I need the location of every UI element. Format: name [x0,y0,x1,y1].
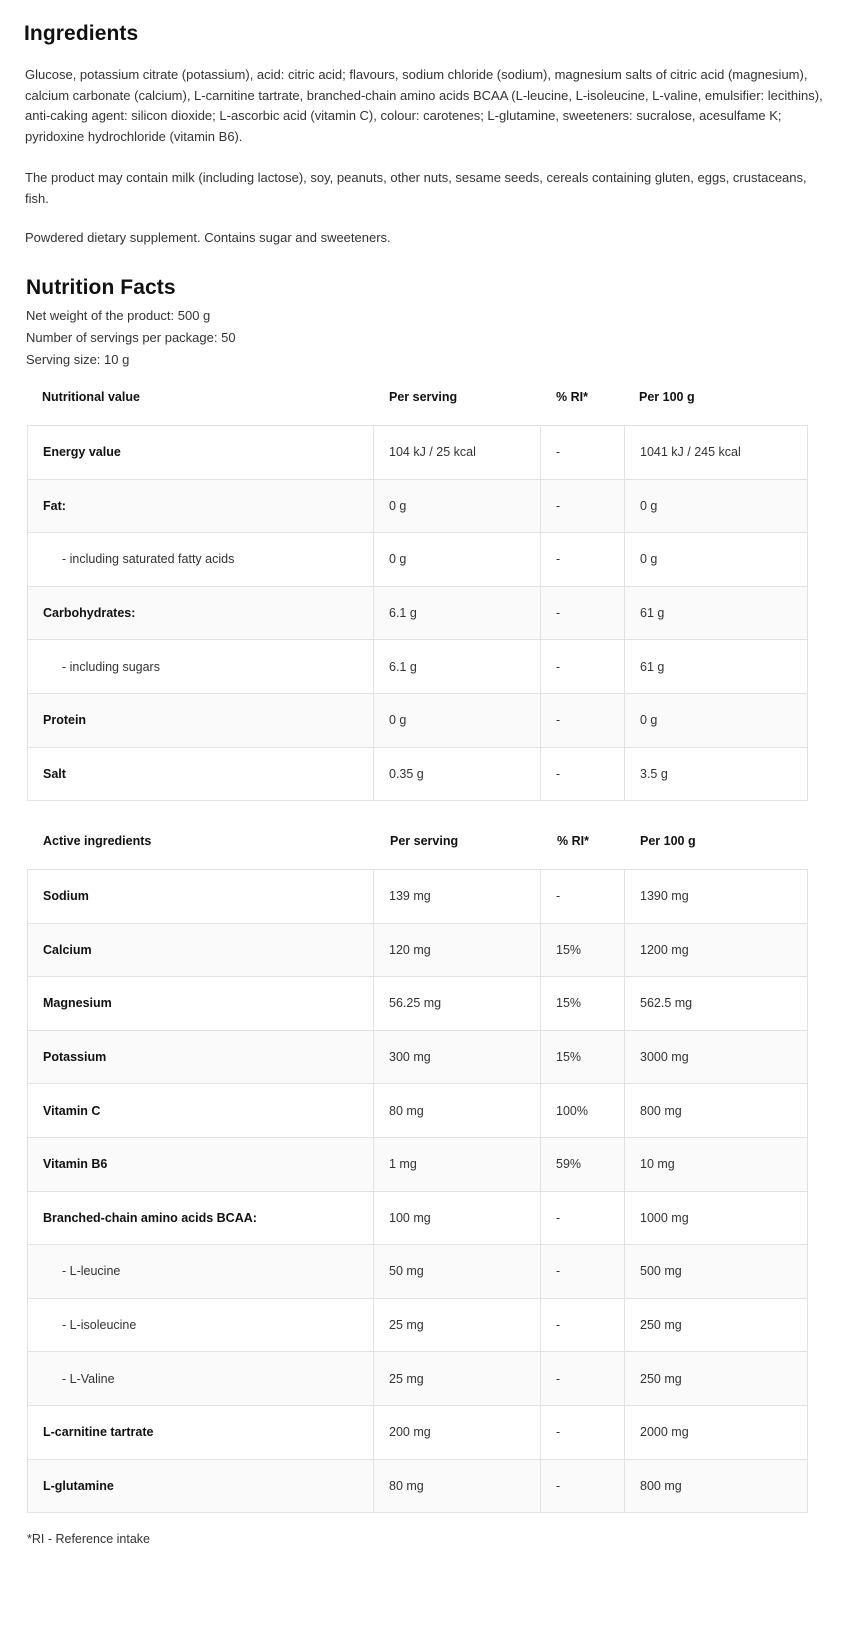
table-row [28,693,808,747]
cell-name: Magnesium [28,977,374,1031]
cell-per-100g: 500 mg [625,1245,808,1299]
cell-per-100g: 0 g [625,479,808,533]
cell-per-100g: 61 g [625,640,808,694]
table-row [28,977,808,1031]
ingredients-text: Glucose, potassium citrate (potassium), acid: citric acid; flavours, sodium chloride (sodium), magnesium salts of citric acid (magnesium), calcium carbonate (calcium), L-carnitine tartrate, branched-chain amino acids BCAA (L-leucine, L-isoleucine, L-valine, emulsifier: lecithins), anti-caking agent: silicon dioxide; L-ascorbic acid (vitamin C), colour: carotenes; L-glutamine, sweeteners: sucralose, acesulfame K; pyridoxine hydrochloride (vitamin B6). [25,67,823,144]
cell-per-serving: 80 mg [374,1459,541,1513]
table-row [28,1191,808,1245]
table-row [28,1459,808,1513]
supplement-note: Powdered dietary supplement. Contains sugar and sweeteners. [25,230,391,245]
table-row [28,1352,808,1406]
cell-name: L-glutamine [28,1459,374,1513]
cell-ri: - [541,870,625,924]
serving-size: Serving size: 10 g [26,352,130,367]
cell-per-serving: 6.1 g [374,586,541,640]
nutrition-table [27,425,808,801]
table-row [28,479,808,533]
header-ri: % RI* [556,390,588,404]
cell-ri: - [541,640,625,694]
ingredients-title: Ingredients [24,22,139,45]
table-row [28,1298,808,1352]
cell-name: Energy value [28,426,374,480]
cell-name: - L-Valine [28,1352,374,1406]
table-row [28,1245,808,1299]
ri-footnote: *RI - Reference intake [27,1532,150,1546]
header-per-serving: Per serving [390,834,459,848]
table-row [28,1405,808,1459]
cell-per-100g: 250 mg [625,1352,808,1406]
cell-per-100g: 0 g [625,693,808,747]
header-per-100g: Per 100 g [640,834,696,848]
cell-ri: - [541,747,625,801]
cell-ri: - [541,1298,625,1352]
table-row [28,640,808,694]
cell-name: Fat: [28,479,374,533]
table-row [28,1030,808,1084]
servings-per-package: Number of servings per package: 50 [26,330,236,345]
cell-per-serving: 120 mg [374,923,541,977]
table-row [28,586,808,640]
cell-name: Vitamin B6 [28,1137,374,1191]
cell-name: Protein [28,693,374,747]
cell-per-serving: 200 mg [374,1405,541,1459]
cell-name: - including sugars [28,640,374,694]
cell-per-serving: 0 g [374,479,541,533]
cell-name: - L-leucine [28,1245,374,1299]
cell-ri: 59% [541,1137,625,1191]
cell-name: Carbohydrates: [28,586,374,640]
cell-ri: - [541,426,625,480]
cell-per-serving: 80 mg [374,1084,541,1138]
cell-name: - including saturated fatty acids [28,533,374,587]
cell-per-serving: 25 mg [374,1298,541,1352]
cell-per-serving: 300 mg [374,1030,541,1084]
cell-per-100g: 250 mg [625,1298,808,1352]
table-row [28,870,808,924]
cell-name: L-carnitine tartrate [28,1405,374,1459]
cell-per-100g: 800 mg [625,1459,808,1513]
cell-per-100g: 3.5 g [625,747,808,801]
active-table-header [27,827,807,857]
cell-per-100g: 1000 mg [625,1191,808,1245]
cell-ri: - [541,1245,625,1299]
header-ri: % RI* [557,834,589,848]
table-row [28,1084,808,1138]
cell-per-100g: 1041 kJ / 245 kcal [625,426,808,480]
cell-per-100g: 10 mg [625,1137,808,1191]
net-weight: Net weight of the product: 500 g [26,308,211,323]
header-per-serving: Per serving [389,390,458,404]
cell-per-100g: 0 g [625,533,808,587]
table-row [28,1137,808,1191]
table-row [28,923,808,977]
cell-ri: 100% [541,1084,625,1138]
cell-per-100g: 562.5 mg [625,977,808,1031]
cell-per-serving: 0 g [374,693,541,747]
nutrition-table-header [27,383,807,413]
table-row [28,747,808,801]
active-ingredients-table [27,869,808,1513]
cell-name: Branched-chain amino acids BCAA: [28,1191,374,1245]
cell-ri: 15% [541,923,625,977]
cell-ri: - [541,693,625,747]
cell-per-100g: 1390 mg [625,870,808,924]
table-row [28,533,808,587]
cell-per-100g: 3000 mg [625,1030,808,1084]
cell-ri: - [541,533,625,587]
cell-per-100g: 2000 mg [625,1405,808,1459]
cell-per-serving: 50 mg [374,1245,541,1299]
header-per-100g: Per 100 g [639,390,695,404]
cell-per-100g: 61 g [625,586,808,640]
cell-per-100g: 1200 mg [625,923,808,977]
cell-name: Calcium [28,923,374,977]
cell-name: Salt [28,747,374,801]
cell-name: Potassium [28,1030,374,1084]
cell-ri: - [541,1191,625,1245]
header-nutritional-value: Nutritional value [42,390,140,404]
cell-per-serving: 104 kJ / 25 kcal [374,426,541,480]
cell-per-serving: 139 mg [374,870,541,924]
cell-ri: - [541,1405,625,1459]
cell-per-serving: 0.35 g [374,747,541,801]
cell-ri: - [541,586,625,640]
cell-name: - L-isoleucine [28,1298,374,1352]
cell-per-serving: 1 mg [374,1137,541,1191]
cell-per-serving: 0 g [374,533,541,587]
cell-ri: - [541,479,625,533]
cell-per-serving: 100 mg [374,1191,541,1245]
allergen-text: The product may contain milk (including lactose), soy, peanuts, other nuts, sesame seeds, cereals containing gluten, eggs, crustaceans, fish. [25,170,807,206]
cell-per-serving: 56.25 mg [374,977,541,1031]
cell-ri: 15% [541,1030,625,1084]
table-row [28,426,808,480]
header-active-ingredients: Active ingredients [43,834,152,848]
cell-ri: - [541,1459,625,1513]
cell-per-100g: 800 mg [625,1084,808,1138]
cell-ri: - [541,1352,625,1406]
cell-per-serving: 25 mg [374,1352,541,1406]
cell-per-serving: 6.1 g [374,640,541,694]
cell-name: Sodium [28,870,374,924]
nutrition-facts-title: Nutrition Facts [26,276,176,299]
cell-ri: 15% [541,977,625,1031]
cell-name: Vitamin C [28,1084,374,1138]
